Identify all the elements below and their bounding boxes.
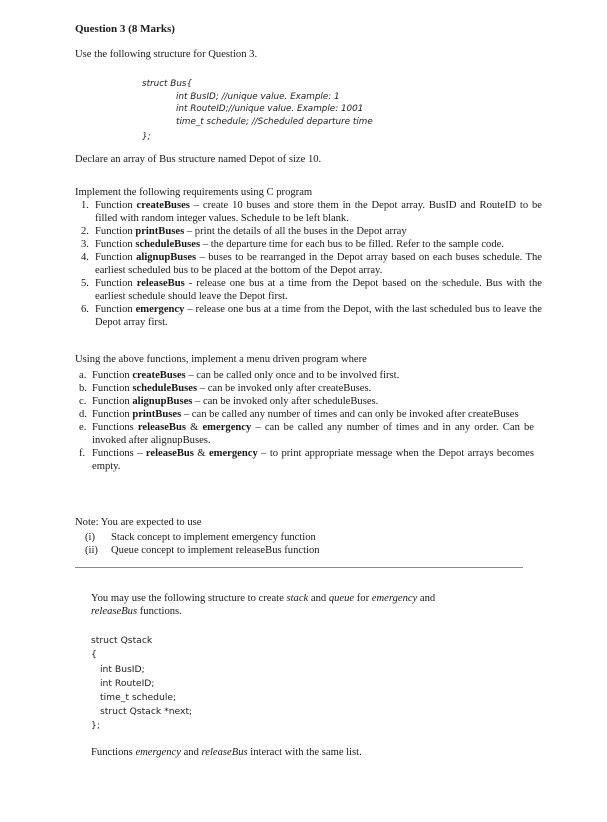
releasebus-term: releaseBus <box>91 606 138 617</box>
item-prefix: Function <box>92 370 133 381</box>
struct-qstack-field: struct Qstack *next; <box>100 706 193 717</box>
item-description: – to print appropriate message when the Depot arrays becomes empty. <box>92 448 534 472</box>
function-name: emergency <box>135 304 185 315</box>
struct-qstack-close: }; <box>91 720 100 731</box>
menu-rule-item <box>79 369 534 382</box>
stack-term: stack <box>286 593 309 604</box>
struct-bus-field: int RouteID;//unique value. Example: 1001 <box>176 104 364 114</box>
item-letter: c. <box>79 396 87 407</box>
struct-bus-field: time_t schedule; //Scheduled departure time <box>176 117 373 127</box>
function-name: createBuses <box>132 370 186 381</box>
item-letter: a. <box>79 370 87 381</box>
implement-intro: Implement the following requirements using C program <box>75 187 313 198</box>
emergency-term: emergency <box>135 747 181 758</box>
releasebus-term: releaseBus <box>201 747 248 758</box>
item-description: – print the details of all the buses in the Depot array <box>184 226 407 237</box>
preposition: for <box>354 593 372 604</box>
final-prefix: Functions <box>91 747 136 758</box>
item-prefix: Function <box>95 200 137 211</box>
menu-rule-item <box>79 447 534 473</box>
struct-bus-open: struct Bus{ <box>142 79 193 89</box>
struct-bus-field: int BusID; //unique value. Example: 1 <box>176 92 340 102</box>
function-name: releaseBus <box>137 422 186 433</box>
menu-list <box>78 369 534 473</box>
item-prefix: Function <box>92 409 133 420</box>
item-letter: f. <box>79 448 86 459</box>
item-prefix: Functions – <box>92 448 146 459</box>
function-name: releaseBus <box>136 278 185 289</box>
note-number: (i) <box>85 532 95 543</box>
function-name: printBuses <box>135 226 185 237</box>
requirements-list <box>75 199 542 329</box>
final-suffix: interact with the same list. <box>247 747 362 758</box>
item-prefix: Function <box>95 252 137 263</box>
question-title: Question 3 (8 Marks) <box>75 23 175 35</box>
requirement-item <box>81 225 542 238</box>
item-letter: e. <box>79 422 87 433</box>
declare-text: Declare an array of Bus structure named Depot of size 10. <box>75 154 322 165</box>
function-name: alignupBuses <box>132 396 193 407</box>
function-name: createBuses <box>136 200 190 211</box>
item-prefix: Function <box>95 226 136 237</box>
menu-rule-item <box>79 382 534 395</box>
item-letter: d. <box>79 409 87 420</box>
item-prefix: Function <box>92 396 133 407</box>
item-description: – can be invoked only after scheduleBuses. <box>192 396 379 407</box>
item-description: – can be called any number of times and in any order. Can be invoked after alignupBuses. <box>92 422 534 446</box>
struct-qstack-field: int BusID; <box>100 664 145 675</box>
item-prefix: Function <box>95 239 136 250</box>
requirement-item <box>81 238 542 251</box>
function-name: scheduleBuses <box>135 239 201 250</box>
queue-term: queue <box>328 593 355 604</box>
item-description: – can be called any number of times and can only be invoked after createBuses <box>181 409 519 420</box>
item-prefix: Function <box>95 304 136 315</box>
function-name: emergency <box>208 448 258 459</box>
note-item <box>85 531 320 544</box>
item-prefix: Functions <box>92 422 138 433</box>
final-note <box>91 746 362 759</box>
intro-prefix: You may use the following structure to create <box>91 593 287 604</box>
item-number: 2. <box>81 226 89 237</box>
conjunction: and <box>180 747 202 758</box>
item-description: – create 10 buses and store them in the Depot array. BusID and RouteID to be filled with random integer values. Schedule to be left blank. <box>95 200 542 224</box>
item-number: 4. <box>81 252 89 263</box>
item-connector: & <box>193 448 209 459</box>
section-divider <box>75 567 523 568</box>
conjunction: and <box>308 593 329 604</box>
struct-qstack-field: time_t schedule; <box>100 692 177 703</box>
menu-intro: Using the above functions, implement a menu driven program where <box>75 354 367 365</box>
item-letter: b. <box>79 383 87 394</box>
requirement-item <box>81 251 542 277</box>
item-prefix: Function <box>95 278 137 289</box>
function-name: printBuses <box>132 409 182 420</box>
struct-bus-close: }; <box>142 132 151 142</box>
notes-list <box>85 531 320 557</box>
function-name: scheduleBuses <box>132 383 198 394</box>
menu-rule-item <box>79 421 534 447</box>
item-number: 1. <box>81 200 89 211</box>
intro-suffix: functions. <box>137 606 182 617</box>
note-label: Note: You are expected to use <box>75 517 202 528</box>
menu-rule-item <box>79 395 534 408</box>
note-item <box>85 544 320 557</box>
item-description: – can be called only once and to be involved first. <box>185 370 400 381</box>
requirement-item <box>81 303 542 329</box>
item-description: – the departure time for each bus to be filled. Refer to the sample code. <box>200 239 504 250</box>
struct-qstack-field: int RouteID; <box>100 678 155 689</box>
emergency-term: emergency <box>371 593 418 604</box>
function-name: alignupBuses <box>136 252 197 263</box>
item-number: 6. <box>81 304 89 315</box>
menu-rule-item <box>79 408 534 421</box>
item-number: 3. <box>81 239 89 250</box>
conjunction: and <box>417 593 436 604</box>
note-text: Stack concept to implement emergency function <box>111 532 316 543</box>
item-description: – can be invoked only after createBuses. <box>197 383 372 394</box>
struct-qstack-brace: { <box>91 649 97 660</box>
struct-qstack-open: struct Qstack <box>91 635 153 646</box>
requirement-item <box>81 277 542 303</box>
requirement-item <box>81 199 542 225</box>
item-number: 5. <box>81 278 89 289</box>
item-description: – buses to be rearranged in the Depot array based on each buses schedule. The earliest scheduled bus to be placed at the bottom of the Depot array. <box>95 252 542 276</box>
function-name: emergency <box>202 422 252 433</box>
intro-text: Use the following structure for Question 3. <box>75 49 258 60</box>
item-description: - release one bus at a time from the Depot based on the schedule. Bus with the earliest schedule should leave the Depot first. <box>95 278 542 302</box>
item-prefix: Function <box>92 383 133 394</box>
structure-intro <box>91 592 511 618</box>
item-connector: & <box>185 422 203 433</box>
item-description: – release one bus at a time from the Depot, with the last scheduled bus to leave the Depot array first. <box>95 304 542 328</box>
function-name: releaseBus <box>145 448 194 459</box>
note-number: (ii) <box>85 545 98 556</box>
note-text: Queue concept to implement releaseBus function <box>111 545 320 556</box>
